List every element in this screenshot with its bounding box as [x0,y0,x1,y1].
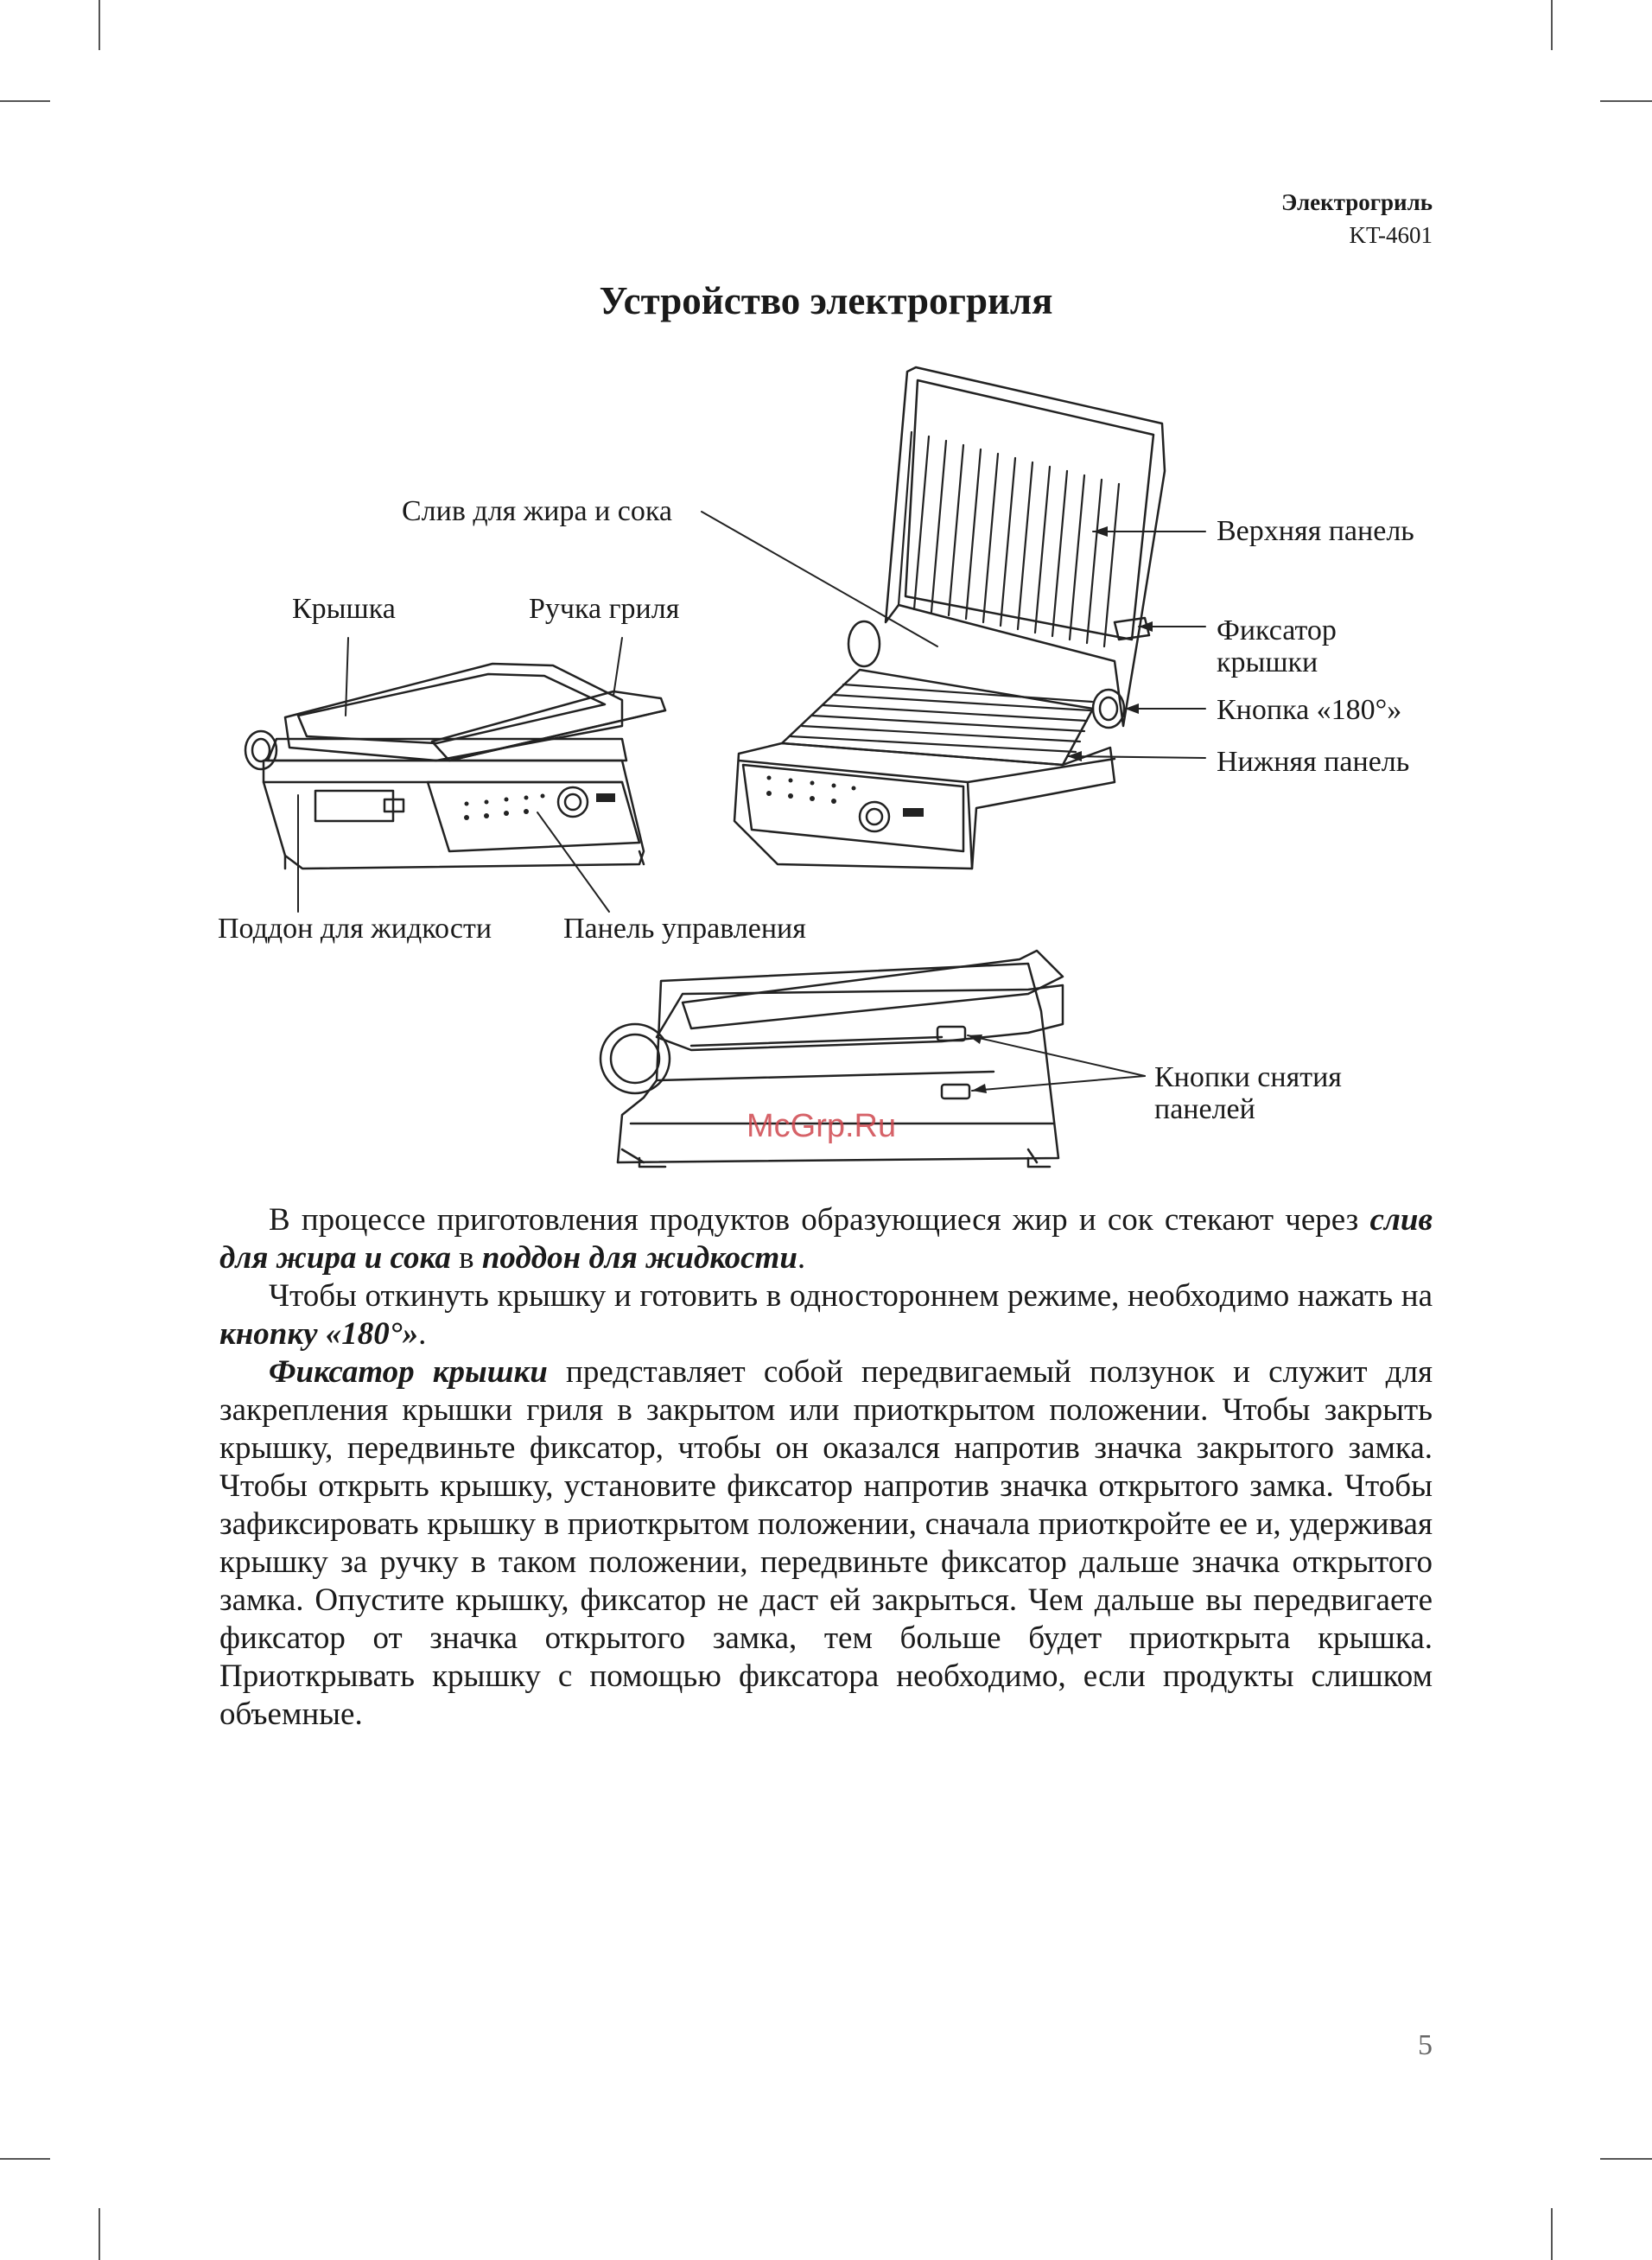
label-handle: Ручка гриля [529,593,680,625]
page-title: Устройство электрогриля [599,279,1053,322]
label-lower-panel: Нижняя панель [1217,746,1410,778]
text-run: . [418,1316,427,1352]
text-run: представляет собой передвигаемый ползунок и служит для закрепления крышки гриля в закрытом или приоткрытом положении. Чтобы закрыть крышку, передвиньте фиксатор, чтобы он оказался напротив значка закрытого замка. Чтобы открыть крышку, установите фиксатор напротив значка открытого замка. Чтобы зафиксировать крышку в приоткрытом положении, сначала приоткройте ее и, удерживая крышку за ручку в таком положении, передвиньте фиксатор дальше значка открытого замка. Опустите крышку, фиксатор не даст ей закрыться. Чем дальше вы передвигаете фиксатор от значка открытого замка, тем больше будет приоткрыта крышка. Приоткрывать крышку с помощью фиксатора необходимо, если продукты слишком объемные. [219,1354,1433,1732]
label-tray: Поддон для жидкости [218,913,492,945]
page-number: 5 [1418,2029,1433,2061]
term-tray: поддон для жидкости [481,1240,797,1276]
label-lid: Крышка [292,593,396,625]
text-run: в [450,1240,482,1276]
label-upper-panel: Верхняя панель [1217,515,1414,547]
label-release-1: Кнопки снятия [1154,1061,1342,1093]
text-run: В процессе приготовления продуктов образующиеся жир и сок стекают через [269,1202,1370,1238]
header-product: Электрогриль [1280,189,1433,215]
label-control-panel: Панель управления [563,913,806,945]
crop-mark [1600,2158,1652,2160]
open-grill-drawing [734,367,1165,869]
label-release-2: панелей [1154,1093,1255,1125]
paragraph-3 [219,1353,1433,1734]
body-text [219,1201,1433,1734]
text-run: Чтобы откинуть крышку и готовить в одностороннем режиме, необходимо нажать на [269,1278,1433,1314]
crop-mark [0,2158,50,2160]
closed-grill-drawing [245,664,665,869]
label-180-button: Кнопка «180°» [1217,694,1402,726]
paragraph-2 [219,1277,1433,1353]
crop-mark [98,2208,100,2260]
term-drain: слив для жира и сока [219,1202,1433,1276]
watermark: McGrp.Ru [747,1108,897,1144]
term-lid-lock: Фиксатор крышки [269,1354,548,1390]
label-lock-1: Фиксатор [1217,614,1337,646]
term-180-button: кнопку «180°» [219,1316,419,1352]
paragraph-1 [219,1201,1433,1277]
text-run: . [797,1240,806,1276]
header-model: KT-4601 [1349,222,1433,248]
crop-mark [1551,2208,1553,2260]
label-lock-2: крышки [1217,646,1318,678]
label-drain: Слив для жира и сока [402,495,672,527]
